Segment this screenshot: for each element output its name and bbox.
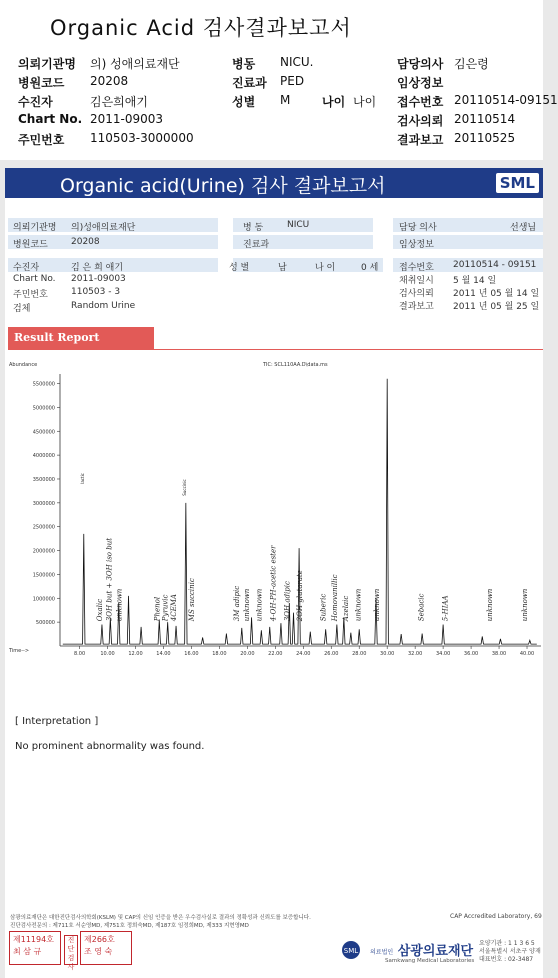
header-field-value: 20110514 [454,112,516,126]
mid-info-label: 병 동 [243,223,264,233]
y-tick-label: 3500000 [32,476,55,483]
x-tick-label: 36.00 [463,651,479,657]
org-contact-line: 서울특별시 서초구 양재 [479,948,541,955]
x-tick-label: 24.00 [296,651,311,657]
y-tick-label: 1000000 [32,596,55,603]
field-label: 진료과 [232,76,267,90]
result-report-label: Result Report [8,327,154,349]
field-label: 성별 [232,95,256,109]
sex-value: 남 [278,263,287,273]
x-tick-label: 30.00 [380,651,395,657]
left-info-value: 2011-09003 [71,274,126,284]
age-value: 0 세 [361,263,379,273]
x-tick-label: 28.00 [352,651,367,657]
handwritten-annotation: unknown [372,588,381,622]
y-tick-label: 1500000 [32,572,55,579]
header-field-value: 20208 [90,74,129,88]
header-field-value: PED [280,74,305,88]
right-info-label: 담당 의사 [399,223,437,233]
header-field-label [232,55,255,72]
field-label: 접수번호 [397,95,444,109]
age-label: 나 이 [315,263,336,273]
x-axis-title: Time--> [9,648,30,654]
y-tick-label: 5500000 [32,381,55,388]
left-info-label: 병원코드 [13,240,48,250]
footer-accreditation: 삼광의료재단은 대한진단검사의학회(KSLM) 및 CAP의 신임 인증을 받은 우수검사실로 결과의 정확성과 신뢰도를 보증합니다. [10,915,311,921]
header-field-label [397,112,443,129]
x-tick-label: 40.00 [519,651,535,657]
field-label: 검사의뢰 [397,114,444,128]
report-title: Organic Acid 검사결과보고서 [50,16,352,40]
seal-2-number: 제266호 [84,935,115,944]
cap-accredited: CAP Accredited Laboratory, 69 [450,913,542,920]
handwritten-annotation: 4-OH-PH-acetic ester [269,545,278,622]
seal-1-name: 최 삼 규 [13,947,42,956]
right-info-label: 접수번호 [399,263,434,273]
left-info-label: Chart No. [13,274,56,284]
x-tick-label: 12.00 [128,651,143,657]
scan-title: Organic acid(Urine) 검사 결과보고서 [60,175,386,197]
y-tick-label: 500000 [35,620,55,627]
field-label: 수진자 [18,95,53,109]
y-tick-label: 5000000 [32,405,55,412]
header-field-label [397,93,443,110]
y-tick-label: 3000000 [32,500,55,507]
right-info-value: 선생님 [510,223,537,233]
left-info-label: 검체 [13,304,31,314]
peak-label: lactic [79,473,85,484]
handwritten-annotation: 5-HIAA [441,595,450,622]
x-tick-label: 32.00 [407,651,423,657]
header-field-value: 20110525 [454,131,516,145]
header-field-label [397,55,443,72]
age-label: 나이 [322,95,346,109]
scanned-report [5,168,543,978]
header-field-value: 김은령 [454,57,489,71]
field-label: 담당의사 [397,57,444,71]
doctor-seal-1 [9,931,61,965]
handwritten-annotation: unknown [521,588,530,622]
header-field-value: 김은희애기 [90,95,148,109]
right-info-label: 임상정보 [399,240,434,250]
x-tick-label: 16.00 [184,651,199,657]
x-tick-label: 10.00 [100,651,115,657]
chromatogram-chart [5,356,543,666]
header-field-label [232,93,255,110]
handwritten-annotation: Homovanillic [330,574,339,622]
header-field-label [397,74,443,91]
chart-file-label: TIC: SCL110AA.D\data.ms [263,362,328,368]
org-prefix: 의료법인 [370,949,394,956]
handwritten-annotation: Pyruvic [161,594,170,622]
handwritten-annotation: unknown [115,588,124,622]
doctor-seal-2 [80,931,132,965]
mid-info-value: NICU [287,220,310,230]
x-tick-label: 26.00 [324,651,339,657]
org-contact-line: 대표번호 : 02-3487 [479,956,534,963]
field-label: 임상정보 [397,76,444,90]
right-info-value: 2011 년 05 월 25 일 [453,302,540,312]
x-tick-label: 34.00 [435,651,451,657]
field-label: 주민번호 [18,133,65,147]
right-info-label: 채취일시 [399,276,434,286]
header-field-label [18,74,64,91]
handwritten-annotation: 2OH glutarate [295,569,304,622]
scan-header-bar [5,168,543,198]
field-label: Chart No. [18,112,83,126]
org-subtitle: Samkwang Medical Laboratories [385,958,475,964]
age-field [322,93,376,110]
left-info-label: 의뢰기관명 [13,223,57,233]
handwritten-annotation: Sebacic [417,593,426,622]
field-label: 병원코드 [18,76,65,90]
interpretation-heading: [ Interpretation ] [15,716,99,727]
header-field-value: 2011-09003 [90,112,164,126]
handwritten-annotation: 4CEMA [170,594,179,622]
result-report-rule [8,349,543,350]
field-label: 병동 [232,57,256,71]
x-tick-label: 8.00 [74,651,86,657]
header-field-value: 110503-3000000 [90,131,194,145]
handwritten-annotation: unknown [255,588,264,622]
header-field-value: M [280,93,291,107]
handwritten-annotation: Suberic [319,593,328,622]
handwritten-annotation: 3OH but + 3OH iso but [105,537,114,622]
right-info-label: 검사의뢰 [399,289,434,299]
peak-label: Succinic [181,479,187,496]
sml-logo: SML [496,173,539,193]
header-field-value: NICU. [280,55,314,69]
header-field-label [18,93,53,110]
org-contact-line: 요양기관 : 1 1 3 6 5 [479,940,535,947]
x-tick-label: 22.00 [268,651,283,657]
left-info-label: 주민번호 [13,290,48,300]
left-info-value: 110503 - 3 [71,287,121,297]
header-field-value: 20110514-09151 [454,93,558,107]
org-contact [479,940,541,964]
x-tick-label: 20.00 [240,651,255,657]
handwritten-annotation: 3M adipic [232,585,241,622]
left-info-label: 수진자 [13,263,40,273]
interpretation-text: No prominent abnormality was found. [15,741,205,752]
sex-label: 성 별 [229,263,250,273]
org-name [370,940,473,959]
handwritten-annotation: unknown [354,588,363,622]
y-tick-label: 4000000 [32,453,55,460]
header-field-label [18,131,64,148]
left-info-value: Random Urine [71,301,136,311]
y-tick-label: 4500000 [32,429,55,436]
y-tick-label: 2500000 [32,524,55,531]
x-tick-label: 18.00 [212,651,227,657]
handwritten-annotation: unknown [486,588,495,622]
header-field-value: 의) 성애의료재단 [90,57,180,71]
sml-mark: SML [343,947,359,955]
footer-doctors: 진단검사전문의 : 제711호 서순영MD, 제751호 정희숙MD, 제187호 임정희MD, 제333 지현영MD [10,923,249,929]
right-info-value: 5 월 14 일 [453,276,497,286]
y-axis-title: Abundance [9,362,38,368]
handwritten-annotation: Azelaic [342,595,351,622]
mid-info-label: 진료과 [243,240,270,250]
right-info-label: 결과보고 [399,302,434,312]
right-info-value: 2011 년 05 월 14 일 [453,289,540,299]
handwritten-annotation: Phenol [153,596,162,622]
report-header [0,0,558,160]
left-info-value: 의)성애의료재단 [71,223,136,233]
header-field-label [18,112,82,126]
field-label: 의뢰기관명 [18,57,76,71]
left-info-value: 김 은 희 애기 [71,263,124,273]
field-label: 결과보고 [397,133,444,147]
age-value: 나이 [353,95,377,109]
seal-2-name: 조 영 숙 [84,947,113,956]
y-tick-label: 2000000 [32,548,55,555]
handwritten-annotation: Oxalic [95,598,104,622]
x-tick-label: 38.00 [491,651,507,657]
handwritten-annotation: unknown [242,588,251,622]
header-field-label [18,55,76,72]
x-tick-label: 14.00 [156,651,171,657]
right-info-value: 20110514 - 09151 [453,260,537,270]
handwritten-annotation: 3OH adipic [283,581,292,622]
samkwang-logo-icon [340,938,368,960]
org-name-text: 삼광의료재단 [397,944,474,959]
header-field-label [232,74,267,91]
left-info-value: 20208 [71,237,100,247]
header-field-label [397,131,443,148]
seal-1-number: 제11194호 [13,935,54,944]
handwritten-annotation: MS succinic [188,578,197,622]
seal-stamp-mid: 진단검사 [64,935,78,965]
